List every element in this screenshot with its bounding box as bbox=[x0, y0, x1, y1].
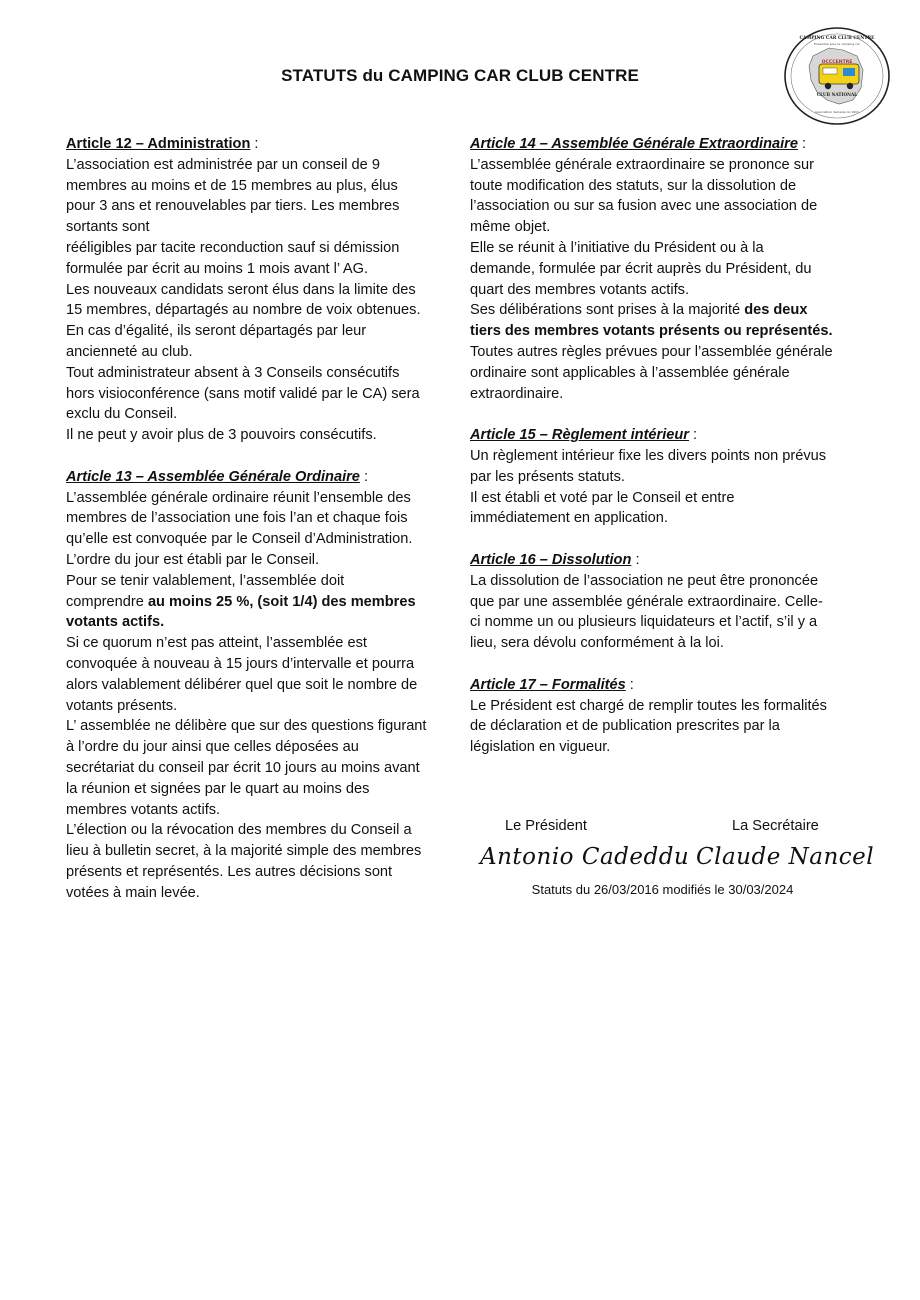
text-segment: lieu, sera dévolu conformément à la loi. bbox=[470, 635, 724, 652]
article-text-line bbox=[66, 342, 456, 363]
secretary-label: La Secrétaire bbox=[732, 818, 819, 834]
article-text-line bbox=[470, 176, 860, 197]
article-heading bbox=[470, 675, 860, 696]
article-text-line bbox=[66, 300, 456, 321]
text-segment: 15 membres, départagés au nombre de voix obtenues. bbox=[66, 302, 421, 319]
article-text-line bbox=[66, 862, 456, 883]
article-text-line bbox=[66, 779, 456, 800]
article-title: Article 16 – Dissolution bbox=[470, 551, 632, 568]
text-segment: par les présents statuts. bbox=[470, 468, 625, 485]
article-title: Article 12 – Administration bbox=[66, 136, 251, 152]
article-section bbox=[470, 134, 860, 404]
text-segment: toute modification des statuts, sur la dissolution de bbox=[470, 177, 797, 194]
text-segment: que par une assemblée générale extraordinaire. Celle- bbox=[470, 593, 823, 610]
article-text-line bbox=[66, 508, 456, 529]
text-segment: secrétariat du conseil par écrit 10 jours au moins avant bbox=[66, 759, 420, 776]
article-title: Article 13 – Assemblée Générale Ordinaire bbox=[66, 468, 360, 485]
text-segment: extraordinaire. bbox=[470, 385, 564, 402]
article-text-line bbox=[66, 280, 456, 301]
article-text-line bbox=[470, 571, 860, 592]
article-heading bbox=[66, 467, 456, 488]
article-text-line bbox=[66, 841, 456, 862]
article-text-line bbox=[470, 280, 860, 301]
article-title-suffix: : bbox=[359, 468, 369, 485]
article-heading bbox=[470, 134, 860, 155]
article-title: Article 17 – Formalités bbox=[470, 676, 626, 693]
article-text-line bbox=[66, 259, 456, 280]
bold-text: au moins 25 %, (soit 1/4) des membres bbox=[147, 593, 416, 610]
bold-text: tiers des membres votants présents ou représentés. bbox=[470, 323, 833, 340]
article-text-line bbox=[470, 238, 860, 259]
article-title-suffix: : bbox=[625, 676, 634, 693]
text-segment: Il est établi et voté par le Conseil et entre bbox=[470, 489, 735, 506]
article-text-line bbox=[66, 238, 456, 259]
article-text-line bbox=[66, 217, 456, 238]
article-heading bbox=[66, 134, 456, 155]
article-section bbox=[66, 467, 456, 904]
article-text-line bbox=[470, 321, 860, 342]
text-segment: l’association ou sur sa fusion avec une association de bbox=[470, 198, 818, 215]
text-segment: même objet. bbox=[470, 219, 551, 236]
text-segment: membres au moins et de 15 membres au plus, élus bbox=[66, 177, 398, 194]
article-text-line bbox=[66, 800, 456, 821]
article-text-line bbox=[66, 488, 456, 509]
text-segment: votants présents. bbox=[66, 697, 178, 714]
article-title-suffix: : bbox=[631, 551, 640, 568]
article-text-line bbox=[470, 612, 860, 633]
article-text-line bbox=[66, 820, 456, 841]
text-segment: L’élection ou la révocation des membres du Conseil a bbox=[66, 822, 412, 839]
article-text-line bbox=[470, 508, 860, 529]
article-title-suffix: : bbox=[797, 136, 807, 152]
article-text-line bbox=[66, 196, 456, 217]
text-segment: qu’elle est convoquée par le Conseil d’Administration. bbox=[66, 531, 413, 548]
text-segment: demande, formulée par écrit auprès du Président, du bbox=[470, 260, 812, 277]
text-segment: Les nouveaux candidats seront élus dans la limite des bbox=[66, 281, 416, 298]
text-segment: Il ne peut y avoir plus de 3 pouvoirs consécutifs. bbox=[66, 427, 377, 444]
text-segment: présents et représentés. Les autres décisions sont bbox=[66, 863, 393, 880]
statutes-date-footer: Statuts du 26/03/2016 modifiés le 30/03/2024 bbox=[531, 882, 794, 897]
article-text-line bbox=[66, 404, 456, 425]
text-segment: exclu du Conseil. bbox=[66, 406, 178, 423]
secretary-signature: Claude Nancel bbox=[696, 844, 875, 870]
bold-text: des deux bbox=[744, 302, 808, 319]
article-section bbox=[470, 550, 860, 654]
bold-text: votants actifs. bbox=[66, 614, 165, 631]
article-text-line bbox=[66, 737, 456, 758]
article-text-line bbox=[470, 196, 860, 217]
article-text-line bbox=[470, 488, 860, 509]
text-segment: lieu à bulletin secret, à la majorité simple des membres bbox=[66, 843, 422, 860]
article-text-line bbox=[470, 467, 860, 488]
article-text-line bbox=[470, 716, 860, 737]
article-text-line bbox=[66, 155, 456, 176]
logo-top-text: CAMPING CAR CLUB CENTRE bbox=[799, 36, 875, 41]
article-text-line bbox=[470, 737, 860, 758]
article-text-line bbox=[66, 654, 456, 675]
document-title: STATUTS du CAMPING CAR CLUB CENTRE bbox=[281, 66, 639, 85]
article-text-line bbox=[66, 883, 456, 904]
text-segment: alors valablement délibérer quel que soit le nombre de bbox=[66, 676, 418, 693]
article-title-suffix: : bbox=[689, 427, 698, 444]
text-segment: membres votants actifs. bbox=[66, 801, 221, 818]
text-segment: Elle se réunit à l’initiative du Président ou à la bbox=[470, 239, 764, 256]
text-segment: Tout administrateur absent à 3 Conseils consécutifs bbox=[66, 364, 400, 381]
article-section bbox=[66, 134, 456, 446]
text-segment: Si ce quorum n’est pas atteint, l’assemblée est bbox=[66, 635, 367, 652]
text-segment: Pour se tenir valablement, l’assemblée doit bbox=[66, 572, 345, 589]
article-section bbox=[470, 675, 860, 758]
text-segment: Ses délibérations sont prises à la majorité bbox=[470, 302, 745, 319]
article-text-line bbox=[470, 633, 860, 654]
article-text-line bbox=[66, 384, 456, 405]
logo-sub-text: Ensemble pour le camping-car bbox=[814, 42, 860, 46]
club-logo bbox=[783, 26, 891, 126]
text-segment: votées à main levée. bbox=[66, 884, 200, 901]
article-text-line bbox=[470, 384, 860, 405]
article-text-line bbox=[66, 571, 456, 592]
article-text-line bbox=[66, 592, 456, 613]
text-segment: En cas d’égalité, ils seront départagés par leur bbox=[66, 323, 367, 340]
text-segment: sortants sont bbox=[66, 219, 150, 236]
article-text-line bbox=[470, 300, 860, 321]
right-column bbox=[470, 134, 860, 779]
text-segment: comprendre bbox=[66, 593, 148, 610]
text-segment: membres de l’association une fois l’an et chaque fois bbox=[66, 510, 408, 527]
article-text-line bbox=[66, 758, 456, 779]
text-segment: La dissolution de l’association ne peut être prononcée bbox=[470, 572, 819, 589]
text-segment: de déclaration et de publication prescrites par la bbox=[470, 718, 780, 735]
logo-badge: OCCCENTRE bbox=[821, 60, 853, 65]
article-text-line bbox=[470, 342, 860, 363]
article-text-line bbox=[470, 363, 860, 384]
article-heading bbox=[470, 425, 860, 446]
text-segment: législation en vigueur. bbox=[470, 739, 611, 756]
text-segment: immédiatement en application. bbox=[470, 510, 668, 527]
logo-club-text: CLUB NATIONAL bbox=[816, 92, 858, 97]
text-segment: ancienneté au club. bbox=[66, 343, 193, 360]
text-segment: convoquée à nouveau à 15 jours d’intervalle et pourra bbox=[66, 655, 415, 672]
president-signature: Antonio Cadeddu bbox=[480, 844, 690, 870]
article-text-line bbox=[66, 716, 456, 737]
text-segment: Un règlement intérieur fixe les divers points non prévus bbox=[470, 447, 827, 464]
article-text-line bbox=[470, 259, 860, 280]
text-segment: L’association est administrée par un conseil de 9 bbox=[66, 156, 380, 173]
text-segment: pour 3 ans et renouvelables par tiers. Les membres bbox=[66, 198, 400, 215]
logo-bottom-text: Association déclarée loi 1901 bbox=[814, 110, 860, 114]
text-segment: à l’ordre du jour ainsi que celles déposées au bbox=[66, 739, 359, 756]
article-text-line bbox=[66, 425, 456, 446]
left-column bbox=[66, 134, 456, 924]
text-segment: formulée par écrit au moins 1 mois avant l’ AG. bbox=[66, 260, 369, 277]
text-segment: quart des membres votants actifs. bbox=[470, 281, 689, 298]
article-text-line bbox=[66, 550, 456, 571]
article-title: Article 14 – Assemblée Générale Extraordinaire bbox=[470, 136, 798, 152]
article-text-line bbox=[66, 675, 456, 696]
article-text-line bbox=[66, 529, 456, 550]
text-segment: ordinaire sont applicables à l’assemblée générale bbox=[470, 364, 790, 381]
text-segment: L’ordre du jour est établi par le Conseil. bbox=[66, 551, 320, 568]
text-segment: ci nomme un ou plusieurs liquidateurs et l’actif, s’il y a bbox=[470, 614, 818, 631]
article-text-line bbox=[470, 155, 860, 176]
president-label: Le Président bbox=[505, 818, 587, 834]
text-segment: L’ assemblée ne délibère que sur des questions figurant bbox=[66, 718, 427, 735]
text-segment: L’assemblée générale extraordinaire se prononce sur bbox=[470, 156, 814, 173]
article-text-line bbox=[66, 363, 456, 384]
article-text-line bbox=[66, 633, 456, 654]
article-title-suffix: : bbox=[250, 136, 259, 152]
article-text-line bbox=[470, 592, 860, 613]
article-text-line bbox=[470, 446, 860, 467]
text-segment: Le Président est chargé de remplir toutes les formalités bbox=[470, 697, 827, 714]
article-text-line bbox=[66, 321, 456, 342]
article-text-line bbox=[470, 696, 860, 717]
text-segment: rééligibles par tacite reconduction sauf si démission bbox=[66, 239, 400, 256]
article-text-line bbox=[66, 696, 456, 717]
text-segment: la réunion et signées par le quart au moins des bbox=[66, 780, 370, 797]
article-section bbox=[470, 425, 860, 529]
article-title: Article 15 – Règlement intérieur bbox=[470, 427, 689, 444]
text-segment: Toutes autres règles prévues pour l’assemblée générale bbox=[470, 343, 833, 360]
text-segment: L’assemblée générale ordinaire réunit l’ensemble des bbox=[66, 489, 411, 506]
article-text-line bbox=[470, 217, 860, 238]
article-text-line bbox=[66, 612, 456, 633]
article-text-line bbox=[66, 176, 456, 197]
article-heading bbox=[470, 550, 860, 571]
text-segment: hors visioconférence (sans motif validé par le CA) sera bbox=[66, 385, 420, 402]
